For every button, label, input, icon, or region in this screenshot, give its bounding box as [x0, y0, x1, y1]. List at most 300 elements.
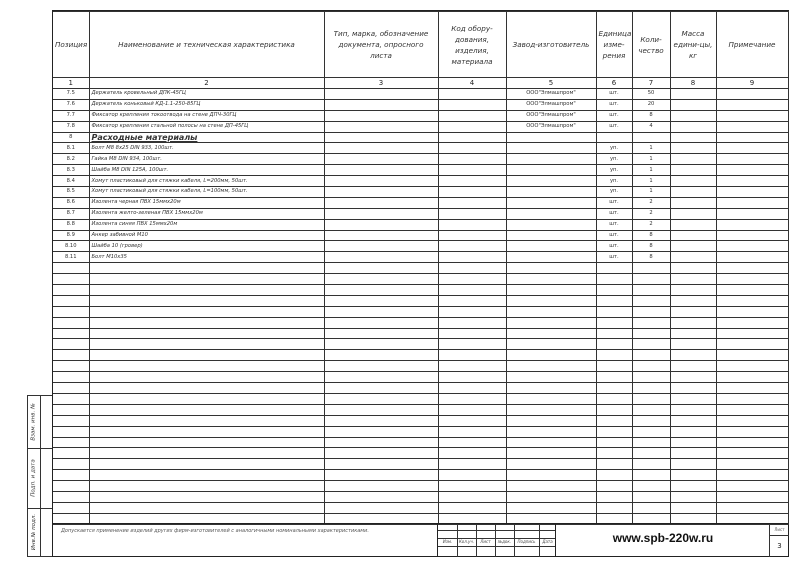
- side-label-signature-date: Подп. и дата: [31, 459, 37, 497]
- empty-row: [53, 404, 788, 415]
- cell-quantity: 2: [632, 219, 670, 230]
- cell-name: Болт М8 8х25 DIN 933, 100шт.: [89, 143, 324, 154]
- cell-code: [438, 165, 506, 176]
- cell-code: [438, 143, 506, 154]
- cell-note: [716, 241, 788, 252]
- cell-code: [438, 252, 506, 263]
- empty-row: [53, 415, 788, 426]
- empty-cell: [670, 393, 716, 404]
- empty-row: [53, 306, 788, 317]
- empty-row: [53, 285, 788, 296]
- empty-cell: [506, 470, 596, 481]
- empty-cell: [53, 295, 89, 306]
- stamp-label-doc: №док.: [497, 539, 512, 544]
- cell-position: 8.10: [53, 241, 89, 252]
- specification-sheet: [52, 10, 789, 557]
- empty-cell: [438, 437, 506, 448]
- cell-code: [438, 197, 506, 208]
- empty-cell: [324, 491, 438, 502]
- cell-quantity: [632, 132, 670, 143]
- empty-cell: [670, 491, 716, 502]
- empty-cell: [89, 339, 324, 350]
- cell-quantity: 20: [632, 99, 670, 110]
- empty-cell: [324, 426, 438, 437]
- cell-mass: [670, 99, 716, 110]
- empty-cell: [438, 372, 506, 383]
- side-stamp: [27, 395, 52, 557]
- empty-cell: [506, 437, 596, 448]
- cell-quantity: 1: [632, 176, 670, 187]
- empty-cell: [89, 295, 324, 306]
- sheet-label: Лист: [770, 524, 789, 536]
- empty-cell: [716, 263, 788, 274]
- cell-mass: [670, 208, 716, 219]
- cell-quantity: 4: [632, 121, 670, 132]
- empty-cell: [438, 481, 506, 492]
- cell-unit: шт.: [596, 252, 632, 263]
- empty-cell: [716, 339, 788, 350]
- table-row: [53, 154, 788, 165]
- empty-cell: [89, 393, 324, 404]
- empty-cell: [506, 295, 596, 306]
- cell-quantity: 8: [632, 110, 670, 121]
- cell-type: [324, 132, 438, 143]
- cell-mass: [670, 176, 716, 187]
- cell-code: [438, 154, 506, 165]
- empty-cell: [438, 491, 506, 502]
- cell-unit: шт.: [596, 241, 632, 252]
- header-name: Наименование и техническая характеристика: [89, 12, 324, 78]
- empty-row: [53, 339, 788, 350]
- column-number: 8: [670, 78, 716, 89]
- cell-manufacturer: [506, 252, 596, 263]
- empty-cell: [632, 491, 670, 502]
- empty-cell: [53, 404, 89, 415]
- cell-note: [716, 165, 788, 176]
- empty-cell: [716, 295, 788, 306]
- empty-cell: [506, 459, 596, 470]
- empty-cell: [89, 459, 324, 470]
- column-number: 3: [324, 78, 438, 89]
- empty-cell: [506, 448, 596, 459]
- cell-note: [716, 99, 788, 110]
- cell-quantity: 1: [632, 143, 670, 154]
- empty-cell: [632, 383, 670, 394]
- cell-note: [716, 219, 788, 230]
- title-block: [53, 523, 788, 557]
- cell-mass: [670, 241, 716, 252]
- empty-row: [53, 426, 788, 437]
- cell-manufacturer: [506, 165, 596, 176]
- table-row: [53, 89, 788, 100]
- empty-cell: [670, 502, 716, 513]
- empty-cell: [506, 317, 596, 328]
- empty-cell: [438, 393, 506, 404]
- cell-quantity: 2: [632, 208, 670, 219]
- cell-position: 7.5: [53, 89, 89, 100]
- empty-cell: [716, 372, 788, 383]
- header-mass: Масса едини-цы, кг: [670, 12, 716, 78]
- empty-row: [53, 383, 788, 394]
- cell-unit: шт.: [596, 110, 632, 121]
- cell-manufacturer: [506, 143, 596, 154]
- table-row: [53, 208, 788, 219]
- cell-code: [438, 176, 506, 187]
- empty-cell: [506, 361, 596, 372]
- cell-name: Шайба М8 DIN 125А, 100шт.: [89, 165, 324, 176]
- empty-cell: [324, 328, 438, 339]
- empty-cell: [670, 350, 716, 361]
- empty-cell: [670, 426, 716, 437]
- table-row: [53, 219, 788, 230]
- cell-mass: [670, 132, 716, 143]
- empty-cell: [53, 415, 89, 426]
- cell-type: [324, 187, 438, 198]
- empty-cell: [716, 481, 788, 492]
- empty-cell: [324, 339, 438, 350]
- header-manufacturer: Завод-изготовитель: [506, 12, 596, 78]
- empty-cell: [438, 415, 506, 426]
- empty-cell: [53, 306, 89, 317]
- column-number: 5: [506, 78, 596, 89]
- cell-type: [324, 176, 438, 187]
- empty-cell: [324, 393, 438, 404]
- cell-type: [324, 99, 438, 110]
- empty-cell: [324, 274, 438, 285]
- empty-cell: [506, 383, 596, 394]
- empty-cell: [89, 317, 324, 328]
- empty-row: [53, 393, 788, 404]
- empty-cell: [632, 263, 670, 274]
- empty-cell: [324, 372, 438, 383]
- table-row: [53, 252, 788, 263]
- cell-unit: шт.: [596, 230, 632, 241]
- cell-code: [438, 132, 506, 143]
- empty-cell: [438, 361, 506, 372]
- empty-cell: [89, 350, 324, 361]
- empty-cell: [89, 481, 324, 492]
- cell-unit: шт.: [596, 197, 632, 208]
- stamp-label-sheet: Лист: [480, 539, 491, 544]
- empty-cell: [89, 502, 324, 513]
- cell-position: 7.6: [53, 99, 89, 110]
- empty-cell: [324, 350, 438, 361]
- empty-cell: [89, 372, 324, 383]
- empty-cell: [324, 285, 438, 296]
- cell-name: Анкер забивной М10: [89, 230, 324, 241]
- empty-row: [53, 437, 788, 448]
- cell-note: [716, 197, 788, 208]
- empty-cell: [53, 502, 89, 513]
- empty-cell: [324, 361, 438, 372]
- empty-cell: [632, 470, 670, 481]
- cell-note: [716, 252, 788, 263]
- cell-quantity: 2: [632, 197, 670, 208]
- empty-cell: [596, 459, 632, 470]
- cell-quantity: 50: [632, 89, 670, 100]
- cell-mass: [670, 165, 716, 176]
- cell-unit: уп.: [596, 154, 632, 165]
- cell-manufacturer: [506, 230, 596, 241]
- empty-cell: [89, 437, 324, 448]
- table-row: [53, 197, 788, 208]
- empty-cell: [438, 263, 506, 274]
- empty-cell: [670, 295, 716, 306]
- empty-cell: [716, 328, 788, 339]
- column-number: 7: [632, 78, 670, 89]
- column-number: 1: [53, 78, 89, 89]
- empty-cell: [632, 361, 670, 372]
- column-number: 2: [89, 78, 324, 89]
- cell-type: [324, 197, 438, 208]
- empty-row: [53, 491, 788, 502]
- header-row: [53, 12, 788, 78]
- column-number: 6: [596, 78, 632, 89]
- empty-cell: [89, 448, 324, 459]
- cell-note: [716, 132, 788, 143]
- empty-cell: [438, 502, 506, 513]
- cell-unit: уп.: [596, 176, 632, 187]
- empty-cell: [716, 274, 788, 285]
- cell-unit: уп.: [596, 143, 632, 154]
- empty-cell: [53, 263, 89, 274]
- section-row: [53, 132, 788, 143]
- empty-cell: [324, 448, 438, 459]
- empty-cell: [596, 328, 632, 339]
- cell-manufacturer: [506, 219, 596, 230]
- empty-cell: [89, 383, 324, 394]
- empty-cell: [596, 306, 632, 317]
- empty-cell: [53, 317, 89, 328]
- empty-cell: [596, 481, 632, 492]
- empty-cell: [596, 404, 632, 415]
- cell-name: Изолента желто-зеленая ПВХ 15ммх20м: [89, 208, 324, 219]
- cell-unit: шт.: [596, 208, 632, 219]
- empty-cell: [53, 481, 89, 492]
- empty-cell: [506, 285, 596, 296]
- empty-cell: [438, 339, 506, 350]
- empty-cell: [506, 415, 596, 426]
- cell-name: Расходные материалы: [89, 132, 324, 143]
- cell-mass: [670, 252, 716, 263]
- empty-cell: [438, 448, 506, 459]
- table-row: [53, 99, 788, 110]
- empty-cell: [670, 470, 716, 481]
- empty-cell: [596, 383, 632, 394]
- cell-type: [324, 143, 438, 154]
- website-link[interactable]: www.spb-220w.ru: [555, 524, 770, 557]
- empty-cell: [438, 426, 506, 437]
- cell-position: 7.8: [53, 121, 89, 132]
- cell-name: Изолента черная ПВХ 15ммх20м: [89, 197, 324, 208]
- cell-code: [438, 121, 506, 132]
- empty-row: [53, 274, 788, 285]
- empty-cell: [632, 393, 670, 404]
- cell-manufacturer: ООО"Элмашпром": [506, 99, 596, 110]
- stamp-label-count: Кол.уч.: [458, 539, 475, 544]
- cell-code: [438, 89, 506, 100]
- cell-position: 8.3: [53, 165, 89, 176]
- empty-cell: [632, 481, 670, 492]
- empty-cell: [53, 350, 89, 361]
- empty-cell: [596, 470, 632, 481]
- empty-cell: [324, 470, 438, 481]
- empty-cell: [506, 306, 596, 317]
- cell-position: 8: [53, 132, 89, 143]
- cell-position: 8.1: [53, 143, 89, 154]
- empty-cell: [716, 285, 788, 296]
- sheet-number-box: [769, 524, 789, 557]
- header-unit: Единица изме-рения: [596, 12, 632, 78]
- empty-cell: [670, 372, 716, 383]
- empty-cell: [632, 437, 670, 448]
- empty-cell: [89, 470, 324, 481]
- cell-type: [324, 121, 438, 132]
- empty-cell: [716, 415, 788, 426]
- cell-manufacturer: ООО"Элмашпром": [506, 121, 596, 132]
- empty-cell: [53, 339, 89, 350]
- empty-cell: [438, 470, 506, 481]
- empty-cell: [670, 404, 716, 415]
- cell-code: [438, 241, 506, 252]
- empty-cell: [89, 306, 324, 317]
- cell-unit: уп.: [596, 165, 632, 176]
- empty-cell: [438, 285, 506, 296]
- empty-cell: [53, 383, 89, 394]
- empty-cell: [670, 317, 716, 328]
- empty-cell: [670, 306, 716, 317]
- cell-type: [324, 165, 438, 176]
- empty-cell: [670, 361, 716, 372]
- empty-cell: [632, 426, 670, 437]
- empty-cell: [716, 317, 788, 328]
- cell-mass: [670, 197, 716, 208]
- cell-name: Хомут пластиковый для стяжки кабеля, L=100мм, 50шт.: [89, 187, 324, 198]
- empty-cell: [506, 350, 596, 361]
- empty-cell: [324, 317, 438, 328]
- empty-cell: [506, 328, 596, 339]
- footer-note: Допускается применение изделий других фирм-изготовителей с аналогичными номинальными характеристиками.: [61, 528, 369, 534]
- cell-type: [324, 208, 438, 219]
- cell-quantity: 8: [632, 252, 670, 263]
- empty-row: [53, 361, 788, 372]
- empty-cell: [506, 372, 596, 383]
- cell-mass: [670, 110, 716, 121]
- empty-cell: [716, 437, 788, 448]
- empty-cell: [596, 295, 632, 306]
- cell-mass: [670, 154, 716, 165]
- cell-note: [716, 208, 788, 219]
- empty-cell: [324, 383, 438, 394]
- empty-cell: [324, 415, 438, 426]
- empty-cell: [632, 459, 670, 470]
- cell-note: [716, 187, 788, 198]
- empty-cell: [53, 491, 89, 502]
- empty-cell: [506, 481, 596, 492]
- empty-cell: [596, 263, 632, 274]
- empty-cell: [596, 426, 632, 437]
- cell-manufacturer: [506, 197, 596, 208]
- empty-cell: [670, 437, 716, 448]
- empty-cell: [670, 274, 716, 285]
- empty-row: [53, 295, 788, 306]
- stamp-label-signature: Подпись: [517, 539, 536, 544]
- cell-mass: [670, 187, 716, 198]
- empty-row: [53, 263, 788, 274]
- empty-cell: [670, 459, 716, 470]
- empty-cell: [632, 339, 670, 350]
- cell-quantity: 1: [632, 187, 670, 198]
- empty-cell: [596, 491, 632, 502]
- empty-row: [53, 470, 788, 481]
- empty-cell: [670, 285, 716, 296]
- empty-cell: [324, 295, 438, 306]
- empty-cell: [632, 285, 670, 296]
- cell-type: [324, 154, 438, 165]
- empty-cell: [89, 426, 324, 437]
- cell-unit: шт.: [596, 219, 632, 230]
- empty-cell: [438, 306, 506, 317]
- empty-cell: [53, 459, 89, 470]
- cell-code: [438, 187, 506, 198]
- empty-cell: [632, 317, 670, 328]
- cell-type: [324, 241, 438, 252]
- cell-type: [324, 230, 438, 241]
- cell-manufacturer: [506, 241, 596, 252]
- empty-row: [53, 328, 788, 339]
- cell-position: 8.4: [53, 176, 89, 187]
- empty-cell: [632, 404, 670, 415]
- cell-position: 8.2: [53, 154, 89, 165]
- empty-cell: [596, 415, 632, 426]
- cell-quantity: 8: [632, 230, 670, 241]
- cell-name: Хомут пластиковый для стяжки кабеля, L=200мм, 50шт.: [89, 176, 324, 187]
- empty-cell: [53, 448, 89, 459]
- empty-cell: [596, 274, 632, 285]
- empty-cell: [53, 274, 89, 285]
- empty-cell: [596, 448, 632, 459]
- empty-cell: [506, 274, 596, 285]
- header-position: Позиция: [53, 12, 89, 78]
- empty-cell: [506, 502, 596, 513]
- empty-cell: [596, 502, 632, 513]
- cell-unit: [596, 132, 632, 143]
- cell-type: [324, 89, 438, 100]
- cell-manufacturer: [506, 187, 596, 198]
- empty-cell: [716, 470, 788, 481]
- cell-note: [716, 89, 788, 100]
- empty-cell: [716, 426, 788, 437]
- header-note: Примечание: [716, 12, 788, 78]
- empty-cell: [596, 317, 632, 328]
- empty-cell: [716, 448, 788, 459]
- cell-name: Держатель коньковый КД-1.1-250-85ГЦ: [89, 99, 324, 110]
- cell-note: [716, 154, 788, 165]
- table-row: [53, 110, 788, 121]
- cell-name: Шайба 10 (гровер): [89, 241, 324, 252]
- empty-cell: [632, 295, 670, 306]
- header-code: Код обору-дования, изделия, материала: [438, 12, 506, 78]
- cell-unit: уп.: [596, 187, 632, 198]
- empty-cell: [438, 274, 506, 285]
- empty-cell: [324, 481, 438, 492]
- empty-cell: [506, 491, 596, 502]
- cell-manufacturer: ООО"Элмашпром": [506, 89, 596, 100]
- cell-position: 7.7: [53, 110, 89, 121]
- cell-mass: [670, 219, 716, 230]
- empty-cell: [716, 306, 788, 317]
- revision-stamp: [437, 524, 556, 557]
